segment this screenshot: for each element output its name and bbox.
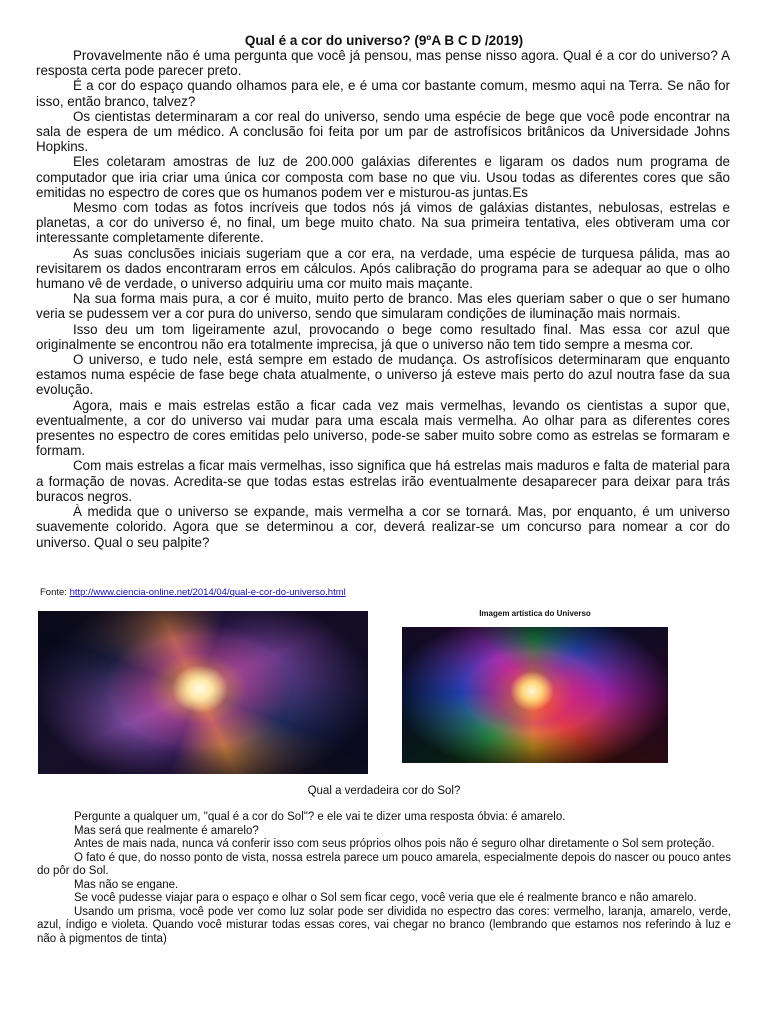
article-paragraph: Provavelmente não é uma pergunta que você já pensou, mas pense nisso agora. Qual é a cor do universo? A resposta certa pode parecer preto. xyxy=(36,48,730,79)
source-citation xyxy=(40,587,346,599)
sun-paragraph: Se você pudesse viajar para o espaço e olhar o Sol sem ficar cego, você veria que ele é realmente branco e não amarelo. xyxy=(74,892,697,904)
sun-section-body xyxy=(37,811,731,946)
article-paragraph: Agora, mais e mais estrelas estão a ficar cada vez mais vermelhas, levando os cientistas a supor que, eventualmente, a cor do universo vai mudar para uma escala mais vermelha. Ao olhar para as diferentes cores presentes no espectro de cores emitidas pelo universo, pode-se saber muito sobre como as estrelas se formaram e formam. xyxy=(36,397,730,459)
article-body xyxy=(36,48,730,550)
galaxy-photo-left xyxy=(38,611,368,774)
article-paragraph: Isso deu um tom ligeiramente azul, provocando o bege como resultado final. Mas essa cor azul que originalmente se encontrou não era totalmente imprecisa, já que o universo não tem tido sempre a mesma cor. xyxy=(36,321,730,352)
sun-paragraph: Pergunte a qualquer um, "qual é a cor do Sol"? e ele vai te dizer uma resposta óbvia: é amarelo. xyxy=(74,811,566,823)
article-paragraph: À medida que o universo se expande, mais vermelha a cor se tornará. Mas, por enquanto, é um universo suavemente colorido. Agora que se determinou a cor, deverá realizar-se um concurso para nomear a cor do universo. Qual o seu palpite? xyxy=(36,504,730,550)
sun-paragraph: Mas não se engane. xyxy=(74,878,179,891)
source-link[interactable]: http://www.ciencia-online.net/2014/04/qual-e-cor-do-universo.html xyxy=(69,587,346,598)
article-paragraph: Com mais estrelas a ficar mais vermelhas, isso significa que há estrelas mais maduros e falta de material para a formação de novas. Acredita-se que todas estas estrelas irão eventualmente desaparecer para deixar para trás buracos negros. xyxy=(36,458,730,504)
sun-paragraph: Antes de mais nada, nunca vá conferir isso com seus próprios olhos pois não é seguro olhar diretamente o Sol sem proteção. xyxy=(74,838,715,850)
image-caption: Imagem artística do Universo xyxy=(479,609,591,618)
sun-paragraph: Mas será que realmente é amarelo? xyxy=(74,824,259,837)
page-title: Qual é a cor do universo? (9ºA B C D /2019) xyxy=(244,33,524,48)
article-paragraph: É a cor do espaço quando olhamos para ele, e é uma cor bastante comum, mesmo aqui na Terra. Se não for isso, então branco, talvez? xyxy=(36,78,730,109)
article-paragraph: O universo, e tudo nele, está sempre em estado de mudança. Os astrofísicos determinaram que enquanto estamos numa espécie de fase bege chata atualmente, o universo já esteve mais perto do azul noutra fase da sua evolução. xyxy=(36,352,730,398)
article-paragraph: Eles coletaram amostras de luz de 200.000 galáxias diferentes e ligaram os dados num programa de computador que iria criar uma única cor composta com base no que viu. Usou todas as diferentes cores que são emitidas no espectro de cores que os humanos podem ver e misturou-as juntas.Es xyxy=(36,154,730,200)
section-title-sun: Qual a verdadeira cor do Sol? xyxy=(307,785,461,797)
article-paragraph: Os cientistas determinaram a cor real do universo, sendo uma espécie de bege que você pode encontrar na sala de espera de um médico. A conclusão foi feita por um par de astrofísicos britânicos da Universidade Johns Hopkins. xyxy=(36,108,730,155)
article-paragraph: As suas conclusões iniciais sugeriam que a cor era, na verdade, uma espécie de turquesa pálida, mas ao revisitarem os dados encontraram erros em cálculos. Após calibração do programa para se adequar ao que o olho humano vê de verdade, o universo adquiriu uma cor muito mais maçante. xyxy=(36,245,730,292)
sun-paragraph: O fato é que, do nosso ponto de vista, nossa estrela parece um pouco amarela, especialmente depois do nascer ou pouco antes do pôr do Sol. xyxy=(37,851,731,877)
article-paragraph: Na sua forma mais pura, a cor é muito, muito perto de branco. Mas eles queriam saber o que o ser humano veria se pudessem ver a cor pura do universo, sendo que simularam condições de iluminação mais normais. xyxy=(36,291,730,322)
source-label: Fonte: xyxy=(40,587,70,598)
article-paragraph: Mesmo com todas as fotos incríveis que todos nós já vimos de galáxias distantes, nebulosas, estrelas e planetas, a cor do universo é, no final, um bege muito chato. Na sua primeira tentativa, eles obtiveram uma cor interessante completamente diferente. xyxy=(36,200,730,246)
sun-paragraph: Usando um prisma, você pode ver como luz solar pode ser dividida no espectro das cores: vermelho, laranja, amarelo, verde, azul, índigo e violeta. Quando você misturar todas essas cores, vai chegar no branco (lembrando que estamos nos referindo à luz e não à pigmentos de tinta) xyxy=(37,905,731,945)
galaxy-artwork-right xyxy=(402,627,668,763)
